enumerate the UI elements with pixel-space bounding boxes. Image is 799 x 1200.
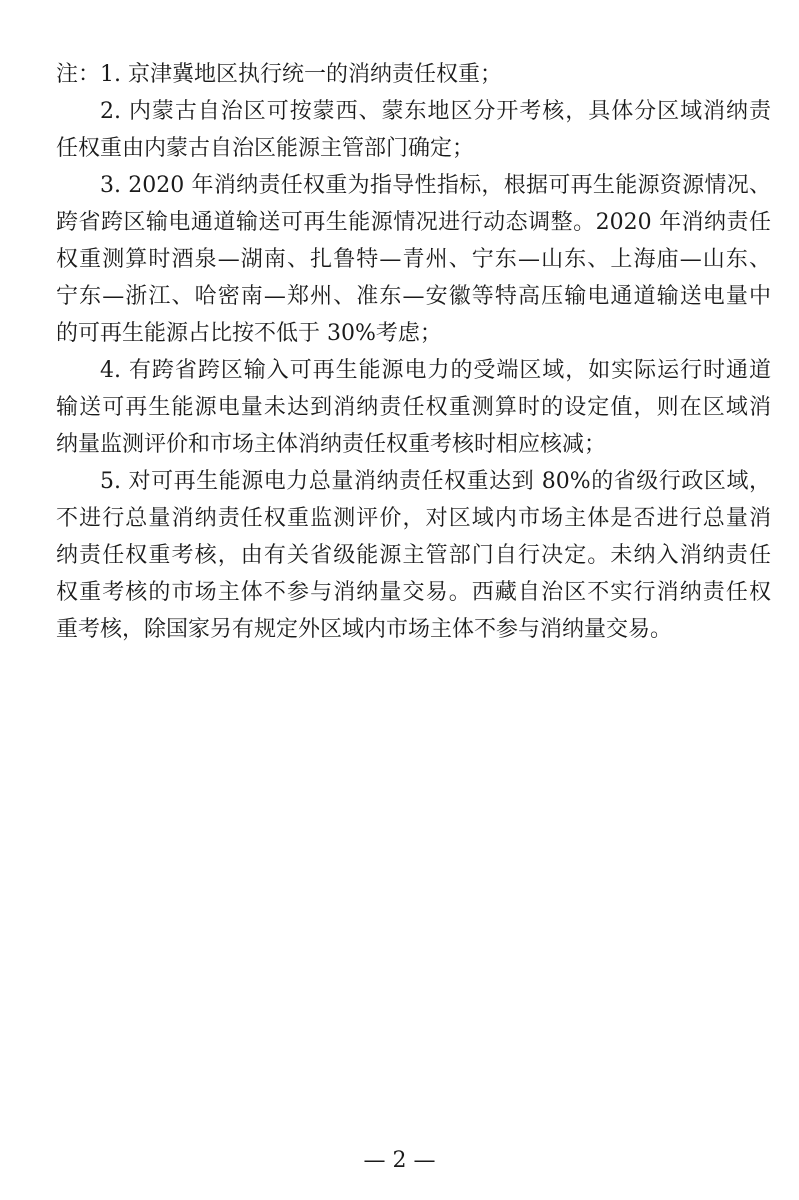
note-line: 权重测算时酒泉—湖南、扎鲁特—青州、宁东—山东、上海庙—山东、 xyxy=(56,247,771,272)
document-body xyxy=(56,56,771,648)
note-line: 跨省跨区输电通道输送可再生能源情况进行动态调整。2020 年消纳责任 xyxy=(56,210,771,235)
page-number: — 2 — xyxy=(363,1148,436,1173)
note-line: 重考核，除国家另有规定外区域内市场主体不参与消纳量交易。 xyxy=(56,617,673,642)
note-line: 注：1. 京津冀地区执行统一的消纳责任权重； xyxy=(56,62,502,87)
note-line: 权重考核的市场主体不参与消纳量交易。西藏自治区不实行消纳责任权 xyxy=(56,580,771,605)
note-line: 4. 有跨省跨区输入可再生能源电力的受端区域，如实际运行时通道 xyxy=(100,358,771,383)
note-line: 2. 内蒙古自治区可按蒙西、蒙东地区分开考核，具体分区域消纳责 xyxy=(100,99,771,124)
note-line: 任权重由内蒙古自治区能源主管部门确定； xyxy=(56,136,475,161)
note-line: 不进行总量消纳责任权重监测评价，对区域内市场主体是否进行总量消 xyxy=(56,506,771,531)
note-line: 5. 对可再生能源电力总量消纳责任权重达到 80%的省级行政区域， xyxy=(100,469,771,494)
note-line: 3. 2020 年消纳责任权重为指导性指标，根据可再生能源资源情况、 xyxy=(100,173,771,198)
note-line: 宁东—浙江、哈密南—郑州、准东—安徽等特高压输电通道输送电量中 xyxy=(56,284,771,309)
note-line: 输送可再生能源电量未达到消纳责任权重测算时的设定值，则在区域消 xyxy=(56,395,771,420)
note-line: 的可再生能源占比按不低于 30%考虑； xyxy=(56,321,442,346)
note-line: 纳量监测评价和市场主体消纳责任权重考核时相应核减； xyxy=(56,432,607,457)
note-line: 纳责任权重考核，由有关省级能源主管部门自行决定。未纳入消纳责任 xyxy=(56,543,771,568)
